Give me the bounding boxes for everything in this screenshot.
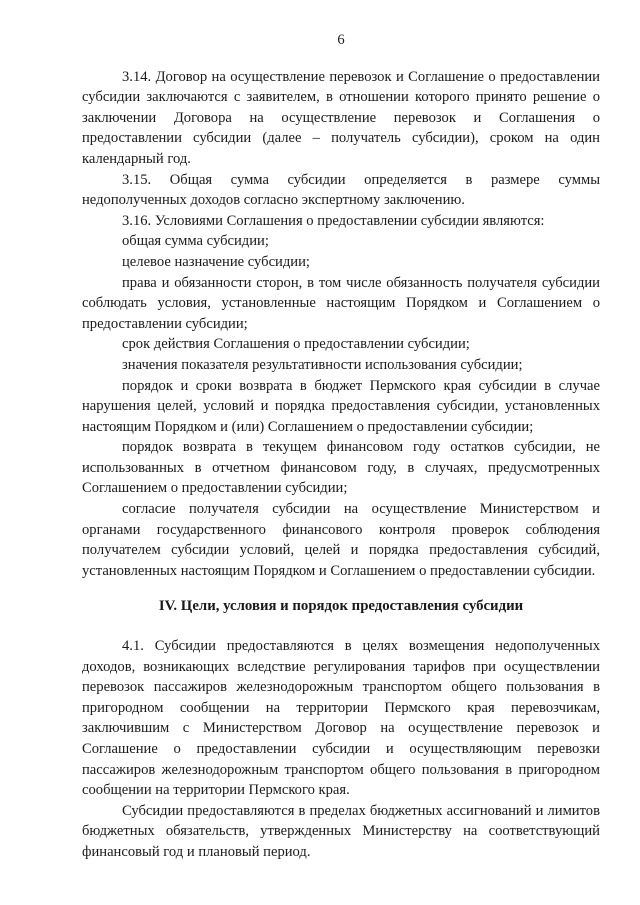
list-item-purpose: целевое назначение субсидии; bbox=[122, 253, 310, 270]
list-item-refund-order: порядок и сроки возврата в бюджет Пермского края субсидии в случае нарушения целей, условий и порядка предоставления субсидии, установленных настоящим Порядком и (или) Соглашением о предоставлении субсидии; bbox=[82, 377, 600, 435]
list-item-indicator: значения показателя результативности использования субсидии; bbox=[122, 356, 523, 373]
document-page bbox=[82, 30, 600, 863]
page-number: 6 bbox=[337, 32, 345, 48]
list-item-term: срок действия Соглашения о предоставлении субсидии; bbox=[122, 336, 470, 353]
paragraphs-before bbox=[82, 67, 600, 582]
paragraph-3-16: 3.16. Условиями Соглашения о предоставлении субсидии являются: bbox=[122, 212, 545, 229]
list-item-total-sum: общая сумма субсидии; bbox=[122, 233, 269, 250]
paragraph-3-14: 3.14. Договор на осуществление перевозок и Соглашение о предоставлении субсидии заключаются с заявителем, в отношении которого принято решение о заключении Договора на осуществление перевозок и Соглашения о предоставлении субсидии (далее – получатель субсидии), сроком на один календарный год. bbox=[82, 68, 600, 167]
paragraph-3-15: 3.15. Общая сумма субсидии определяется в размере суммы недополученных доходов согласно экспертному заключению. bbox=[82, 171, 600, 209]
paragraphs-after bbox=[82, 636, 600, 863]
list-item-consent: согласие получателя субсидии на осуществление Министерством и органами государственного финансового контроля проверок соблюдения получателем субсидии условий, целей и порядка предоставления субсидий, установленных настоящим Порядком и Соглашением о предоставлении субсидии. bbox=[82, 501, 600, 579]
list-item-rights: права и обязанности сторон, в том числе обязанность получателя субсидии соблюдать условия, установленные настоящим Порядком и Соглашением о предоставлении субсидии; bbox=[82, 274, 600, 332]
section-heading: IV. Цели, условия и порядок предоставления субсидии bbox=[158, 598, 524, 615]
paragraph-subsidy-limits: Субсидии предоставляются в пределах бюджетных ассигнований и лимитов бюджетных обязательств, утвержденных Министерству на соответствующий финансовый год и плановый период. bbox=[82, 802, 600, 860]
list-item-remainder-refund: порядок возврата в текущем финансовом году остатков субсидии, не использованных в отчетном финансовом году, в случаях, предусмотренных Соглашением о предоставлении субсидии; bbox=[82, 439, 600, 497]
paragraph-4-1: 4.1. Субсидии предоставляются в целях возмещения недополученных доходов, возникающих вследствие регулирования тарифов при осуществлении перевозок пассажиров железнодорожным транспортом общего пользования в пригородном сообщении на территории Пермского края перевозчикам, заключившим с Министерством Договор на осуществление перевозок и Соглашение о предоставлении субсидии и осуществляющим перевозки пассажиров железнодорожным транспортом общего пользования в пригородном сообщении на территории Пермского края. bbox=[82, 638, 600, 799]
